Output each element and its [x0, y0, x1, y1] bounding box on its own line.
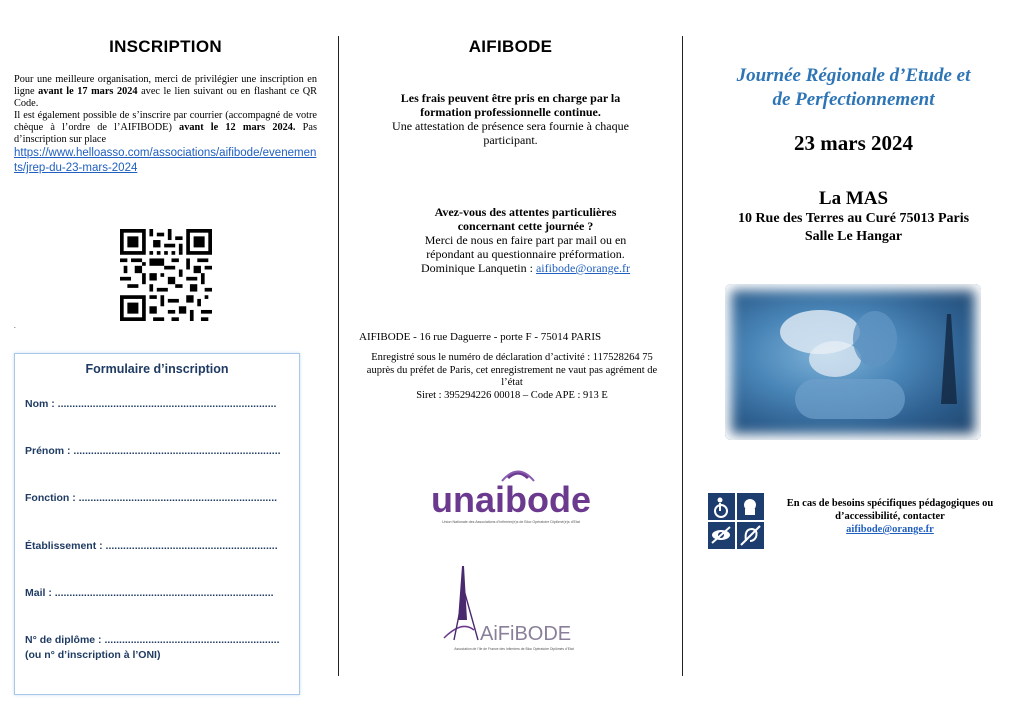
venue-room: Salle Le Hangar	[804, 229, 903, 244]
aifibode-heading: AIFIBODE	[468, 37, 553, 56]
inscription-column	[14, 0, 317, 717]
accessibility-text-block	[770, 497, 1010, 536]
venue-address: 10 Rue des Terres au Curé 75013 Paris	[737, 211, 970, 226]
accessibility-email-link[interactable]: aifibode@orange.fr	[846, 524, 934, 535]
event-date: 23 mars 2024	[794, 131, 913, 155]
event-column	[683, 0, 1024, 717]
fees-line-1: Les frais peuvent être pris en charge par la	[400, 91, 621, 105]
aifibode-logo-text: AiFiBODE	[480, 623, 572, 645]
fees-line-2: formation professionnelle continue.	[420, 105, 601, 119]
expect-line-2: concernant cette journée ?	[457, 219, 594, 233]
form-field-firstname[interactable]: Prénom : .......................................................................	[25, 445, 281, 457]
contact-prefix: Dominique Lanquetin :	[421, 261, 536, 275]
event-title-line-2: de Perfectionnement	[772, 89, 935, 110]
form-field-establishment[interactable]: Établissement : ...........................................................	[25, 540, 278, 552]
accessibility-icons	[708, 493, 764, 549]
intro-text-3: Il est également possible de s’inscrire par courrier (accompagné de votre chèque à l’ordre de l’AIFIBODE)	[14, 110, 317, 133]
event-title	[683, 64, 1024, 112]
intro-text-4: Pas d’inscription sur place	[14, 122, 317, 145]
contact-email-link[interactable]: aifibode@orange.fr	[535, 261, 630, 275]
association-address: AIFIBODE - 16 rue Daguerre - porte F - 75014 PARIS	[359, 331, 602, 343]
qr-code-icon[interactable]	[120, 229, 212, 321]
surgery-photo-illustration	[725, 284, 981, 440]
expect-line-3: Merci de nous en faire part par mail ou en répondant au questionnaire préformation.	[424, 233, 627, 261]
siret-text: Siret : 395294226 00018 – Code APE : 913 E	[416, 389, 608, 401]
expect-line-1: Avez-vous des attentes particulières	[434, 205, 617, 219]
stray-dot: .	[14, 322, 16, 330]
venue-name: La MAS	[818, 188, 889, 209]
declaration-block	[359, 352, 665, 402]
registration-form	[14, 353, 300, 695]
form-title: Formulaire d’inscription	[85, 362, 229, 376]
intro-deadline-2: avant le 12 mars 2024.	[179, 122, 296, 133]
helloasso-link[interactable]: https://www.helloasso.com/associations/aifibode/evenements/jrep-du-23-mars-2024	[14, 147, 317, 174]
surgery-photo	[725, 284, 981, 440]
unaibode-logo-subtitle: Union Nationale des Associations d’Infirmier(e)s de Bloc Opératoire Diplômé(e)s d’Etat	[442, 520, 580, 524]
fees-line-3: Une attestation de présence sera fournie à chaque participant.	[392, 119, 629, 147]
declaration-text: Enregistré sous le numéro de déclaration d’activité : 117528264 75 auprès du préfet de Paris, cet enregistrement ne vaut pas agrément de l’état	[366, 352, 658, 388]
form-field-mail[interactable]: Mail : ...........................................................................	[25, 587, 274, 599]
form-field-diploma[interactable]: N° de diplôme : ............................................................	[25, 634, 280, 646]
form-field-diploma-note: (ou n° d’inscription à l’ONI)	[25, 649, 161, 661]
aifibode-logo	[434, 560, 594, 655]
accessibility-text: En cas de besoins spécifiques pédagogiques ou d’accessibilité, contacter	[786, 498, 994, 522]
intro-deadline: avant le 17 mars 2024	[38, 86, 138, 97]
expectations-block	[339, 205, 682, 275]
intro-text-1: Pour une meilleure organisation, merci de privilégier une inscription en ligne	[14, 74, 317, 97]
inscription-intro	[14, 74, 317, 176]
unaibode-logo-text: unaibode	[431, 479, 591, 520]
aifibode-logo-subtitle: Association de l’Ile de France des Infirmiers de Bloc Opératoire Diplômés d’Etat	[454, 647, 574, 651]
fees-block	[339, 91, 682, 147]
event-title-line-1: Journée Régionale d’Etude et	[736, 65, 971, 86]
form-field-name[interactable]: Nom : ...........................................................................	[25, 398, 277, 410]
aifibode-column	[339, 0, 682, 717]
intro-text-2: avec le lien suivant ou en flashant ce QR Code.	[14, 86, 317, 109]
venue-block	[683, 188, 1024, 246]
inscription-heading: INSCRIPTION	[109, 37, 222, 56]
form-field-function[interactable]: Fonction : ....................................................................	[25, 492, 278, 504]
unaibode-logo	[416, 468, 606, 528]
